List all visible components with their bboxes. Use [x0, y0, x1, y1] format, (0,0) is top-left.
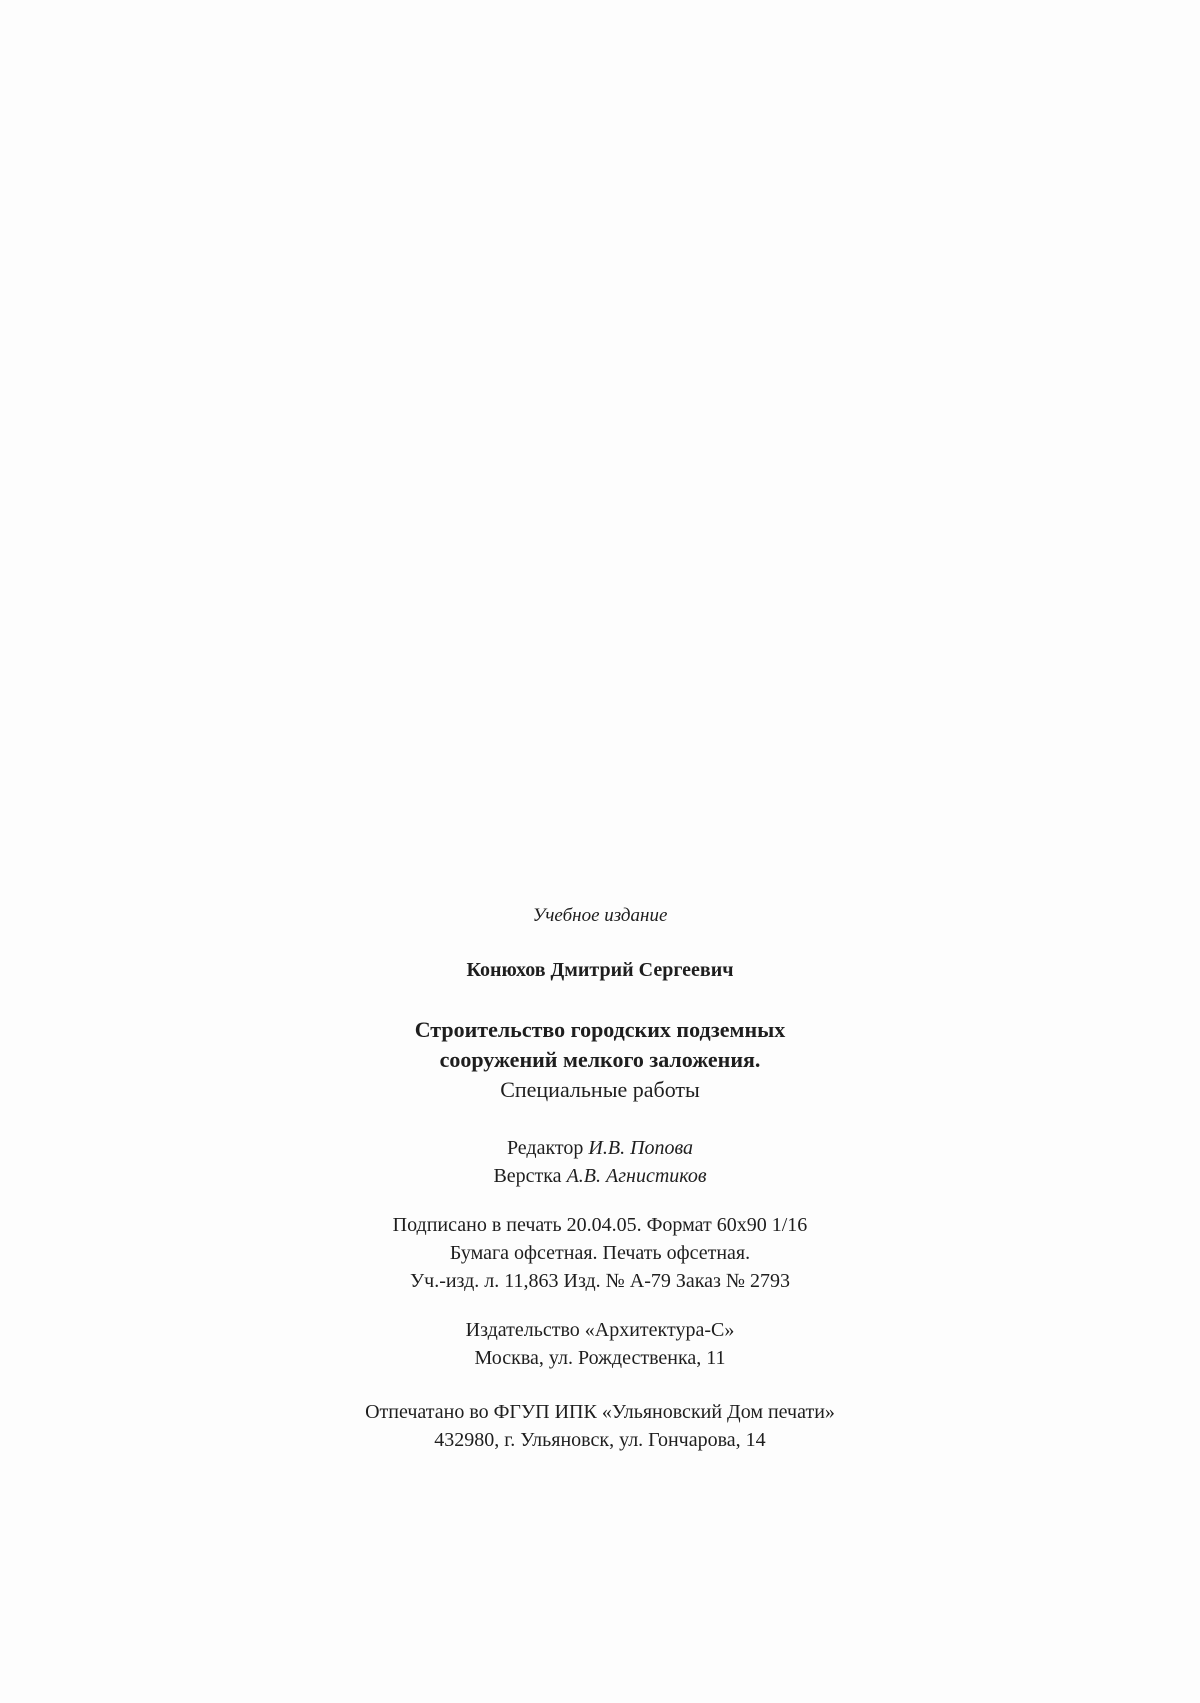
- title-line-1: Строительство городских подземных: [414, 1017, 786, 1042]
- edition-type: [0, 905, 1200, 927]
- book-title: [0, 1015, 1200, 1105]
- print-details-line-1: Подписано в печать 20.04.05. Формат 60x90 1/16: [392, 1214, 808, 1236]
- layout-credit: [0, 1162, 1200, 1190]
- print-details-line-2: Бумага офсетная. Печать офсетная.: [449, 1242, 751, 1264]
- edition-type-text: Учебное издание: [532, 905, 668, 926]
- layout-label: Верстка: [493, 1165, 562, 1187]
- publisher-address: Москва, ул. Рождественка, 11: [474, 1347, 726, 1369]
- layout-name: А.В. Агнистиков: [566, 1165, 707, 1187]
- credits: [0, 1134, 1200, 1190]
- print-details-line-3: Уч.-изд. л. 11,863 Изд. № А-79 Заказ № 2793: [409, 1270, 791, 1292]
- printer-name: Отпечатано во ФГУП ИПК «Ульяновский Дом печати»: [365, 1401, 835, 1423]
- print-details: [0, 1211, 1200, 1295]
- author-name: [0, 959, 1200, 982]
- author-name-text: Конюхов Дмитрий Сергеевич: [466, 959, 734, 981]
- editor-credit: [0, 1134, 1200, 1162]
- editor-name: И.В. Попова: [588, 1137, 694, 1159]
- printer-info: [0, 1398, 1200, 1454]
- title-line-2: сооружений мелкого заложения.: [439, 1047, 761, 1072]
- subtitle: Специальные работы: [500, 1077, 700, 1102]
- publisher-name: Издательство «Архитектура-С»: [465, 1319, 735, 1341]
- publisher-info: [0, 1316, 1200, 1372]
- editor-label: Редактор: [506, 1137, 584, 1159]
- printer-address: 432980, г. Ульяновск, ул. Гончарова, 14: [434, 1429, 766, 1451]
